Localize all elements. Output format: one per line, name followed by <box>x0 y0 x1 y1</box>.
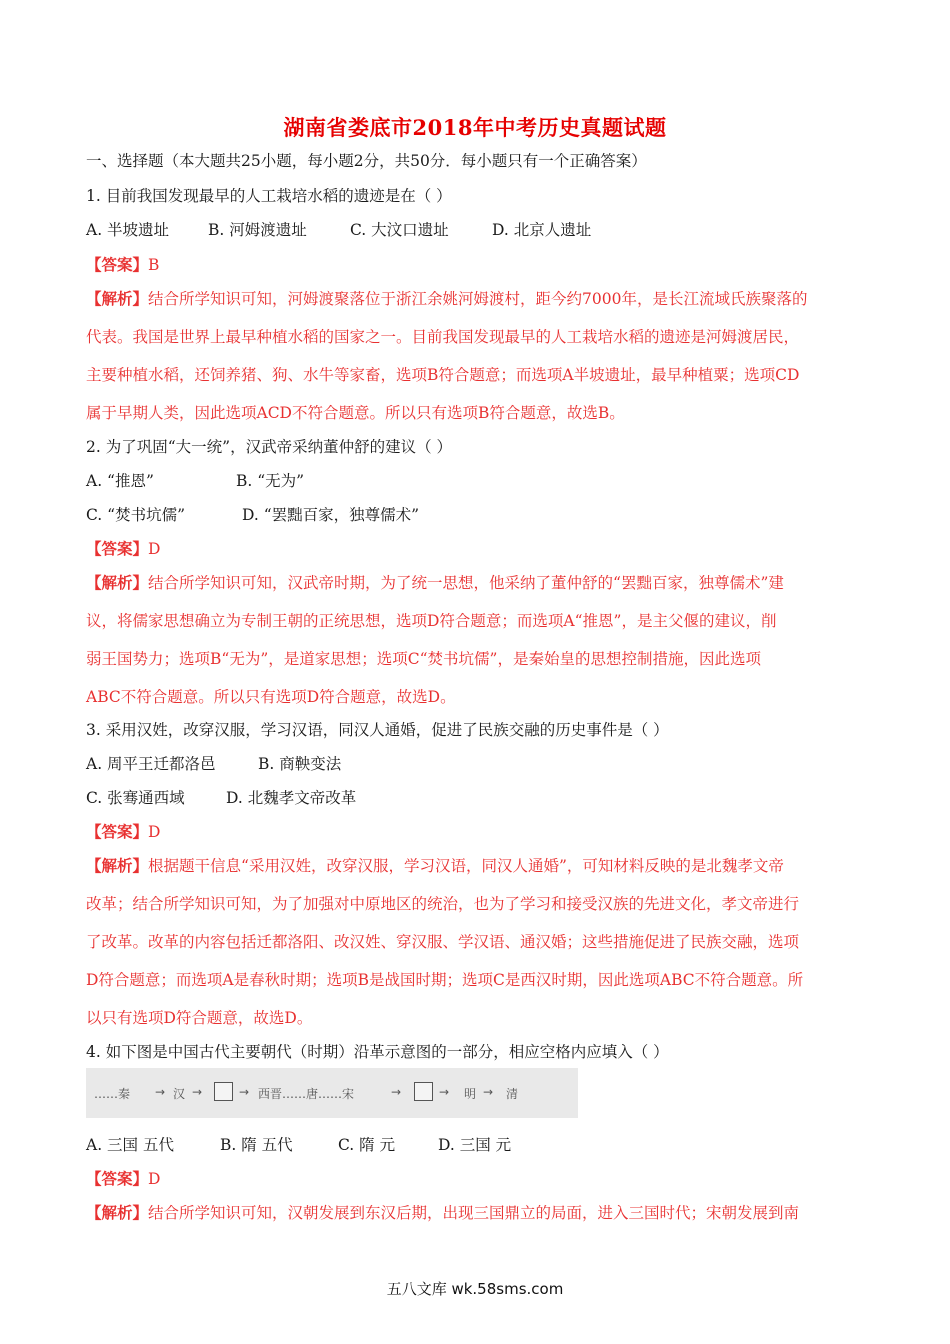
question-3-options-row1 <box>86 754 341 774</box>
q4-option-c: C. 隋 元 <box>338 1136 396 1154</box>
page-footer: 五八文库 wk.58sms.com <box>386 1280 564 1298</box>
analysis-tag: 【解析】 <box>86 856 149 875</box>
q2-option-b: B. “无为” <box>236 472 305 490</box>
answer-value: B <box>148 256 160 274</box>
question-1-stem: 1. 目前我国发现最早的人工栽培水稻的遗迹是在（ ） <box>86 187 452 205</box>
answer-value: D <box>148 540 161 558</box>
q1-option-d: D. 北京人遗址 <box>492 221 592 239</box>
answer-tag: 【答案】 <box>86 822 149 841</box>
q2-analysis-line <box>86 573 784 593</box>
timeline-han: 汉 <box>173 1087 186 1101</box>
q1-analysis-line: 属于早期人类，因此选项ACD不符合题意。所以只有选项B符合题意，故选B。 <box>86 404 625 422</box>
arrow-icon: → <box>391 1085 402 1099</box>
question-2-options-row1 <box>86 471 304 491</box>
q3-analysis-line: 以只有选项D符合题意，故选D。 <box>86 1009 313 1027</box>
q2-analysis-line: 弱王国势力；选项B“无为”，是道家思想；选项C“焚书坑儒”，是秦始皇的思想控制措施，因此选项 <box>86 650 761 668</box>
q3-option-d: D. 北魏孝文帝改革 <box>226 789 357 807</box>
answer-tag: 【答案】 <box>86 255 149 274</box>
question-3-options-row2 <box>86 788 356 808</box>
q2-analysis-line: ABC不符合题意。所以只有选项D符合题意，故选D。 <box>86 688 456 706</box>
arrow-icon: → <box>155 1085 166 1099</box>
q1-option-a: A. 半坡遗址 <box>86 221 170 239</box>
timeline-qing: 清 <box>506 1087 519 1101</box>
arrow-icon: → <box>239 1085 250 1099</box>
analysis-text: 根据题干信息“采用汉姓，改穿汉服，学习汉语，同汉人通婚”，可知材料反映的是北魏孝文帝 <box>148 857 784 875</box>
question-2-options-row2 <box>86 505 419 525</box>
blank-box-1 <box>214 1082 233 1101</box>
blank-box-2 <box>414 1082 433 1101</box>
q4-analysis-line <box>86 1203 799 1223</box>
q1-answer <box>86 255 159 275</box>
question-3-stem: 3. 采用汉姓，改穿汉服，学习汉语，同汉人通婚，促进了民族交融的历史事件是（ ） <box>86 721 669 739</box>
q3-analysis-line <box>86 856 784 876</box>
q1-analysis-line: 主要种植水稻，还饲养猪、狗、水牛等家畜，选项B符合题意；而选项A半坡遗址，最早种植粟；选项CD <box>86 366 800 384</box>
analysis-tag: 【解析】 <box>86 289 149 308</box>
q2-analysis-line: 议，将儒家思想确立为专制王朝的正统思想，选项D符合题意；而选项A“推恩”，是主父偃的建议，削 <box>86 612 777 630</box>
q3-option-b: B. 商鞅变法 <box>258 755 342 773</box>
q2-option-a: A. “推恩” <box>86 472 154 490</box>
analysis-text: 结合所学知识可知，汉朝发展到东汉后期，出现三国鼎立的局面，进入三国时代；宋朝发展到南 <box>148 1204 800 1222</box>
question-1-options <box>86 220 591 240</box>
q3-analysis-line: 改革；结合所学知识可知，为了加强对中原地区的统治，也为了学习和接受汉族的先进文化，孝文帝进行 <box>86 895 800 913</box>
dynasty-timeline-figure <box>86 1068 578 1118</box>
q4-answer <box>86 1169 160 1189</box>
q1-option-b: B. 河姆渡遗址 <box>208 221 307 239</box>
analysis-tag: 【解析】 <box>86 573 149 592</box>
arrow-icon: → <box>439 1085 450 1099</box>
question-4-stem: 4. 如下图是中国古代主要朝代（时期）沿革示意图的一部分，相应空格内应填入（ ） <box>86 1043 669 1061</box>
page-title: 湖南省娄底市2018年中考历史真题试题 <box>283 115 667 140</box>
question-2-stem: 2. 为了巩固“大一统”，汉武帝采纳董仲舒的建议（ ） <box>86 438 452 456</box>
q4-option-b: B. 隋 五代 <box>220 1136 293 1154</box>
timeline-ming: 明 <box>464 1087 477 1101</box>
q1-analysis-line: 代表。我国是世界上最早种植水稻的国家之一。目前我国发现最早的人工栽培水稻的遗迹是河姆渡居民， <box>86 328 800 346</box>
q2-option-c: C. “焚书坑儒” <box>86 506 186 524</box>
analysis-text: 结合所学知识可知，河姆渡聚落位于浙江余姚河姆渡村，距今约7000年，是长江流域氏族聚落的 <box>148 290 808 308</box>
q3-option-a: A. 周平王迁都洛邑 <box>86 755 216 773</box>
arrow-icon: → <box>192 1085 203 1099</box>
question-4-options <box>86 1135 511 1155</box>
timeline-xijin-tang-song: 西晋……唐……宋 <box>258 1087 355 1101</box>
q2-answer <box>86 539 160 559</box>
q1-analysis-line <box>86 289 807 309</box>
q3-analysis-line: D符合题意；而选项A是春秋时期；选项B是战国时期；选项C是西汉时期，因此选项ABC不符合题意。所 <box>86 971 804 989</box>
answer-value: D <box>148 1170 161 1188</box>
analysis-text: 结合所学知识可知，汉武帝时期，为了统一思想，他采纳了董仲舒的“罢黜百家，独尊儒术”建 <box>148 574 784 592</box>
analysis-tag: 【解析】 <box>86 1203 149 1222</box>
q1-option-c: C. 大汶口遗址 <box>350 221 449 239</box>
timeline-qin: ……秦 <box>94 1087 131 1101</box>
arrow-icon: → <box>483 1085 494 1099</box>
q4-option-a: A. 三国 五代 <box>86 1136 174 1154</box>
answer-tag: 【答案】 <box>86 1169 149 1188</box>
q4-option-d: D. 三国 元 <box>438 1136 512 1154</box>
q3-analysis-line: 了改革。改革的内容包括迁都洛阳、改汉姓、穿汉服、学汉语、通汉婚；这些措施促进了民族交融，选项 <box>86 933 800 951</box>
answer-tag: 【答案】 <box>86 539 149 558</box>
q3-option-c: C. 张骞通西域 <box>86 789 185 807</box>
q2-option-d: D. “罢黜百家，独尊儒术” <box>242 506 420 524</box>
answer-value: D <box>148 823 161 841</box>
section-heading: 一、选择题（本大题共25小题，每小题2分，共50分．每小题只有一个正确答案） <box>86 152 647 170</box>
q3-answer <box>86 822 160 842</box>
